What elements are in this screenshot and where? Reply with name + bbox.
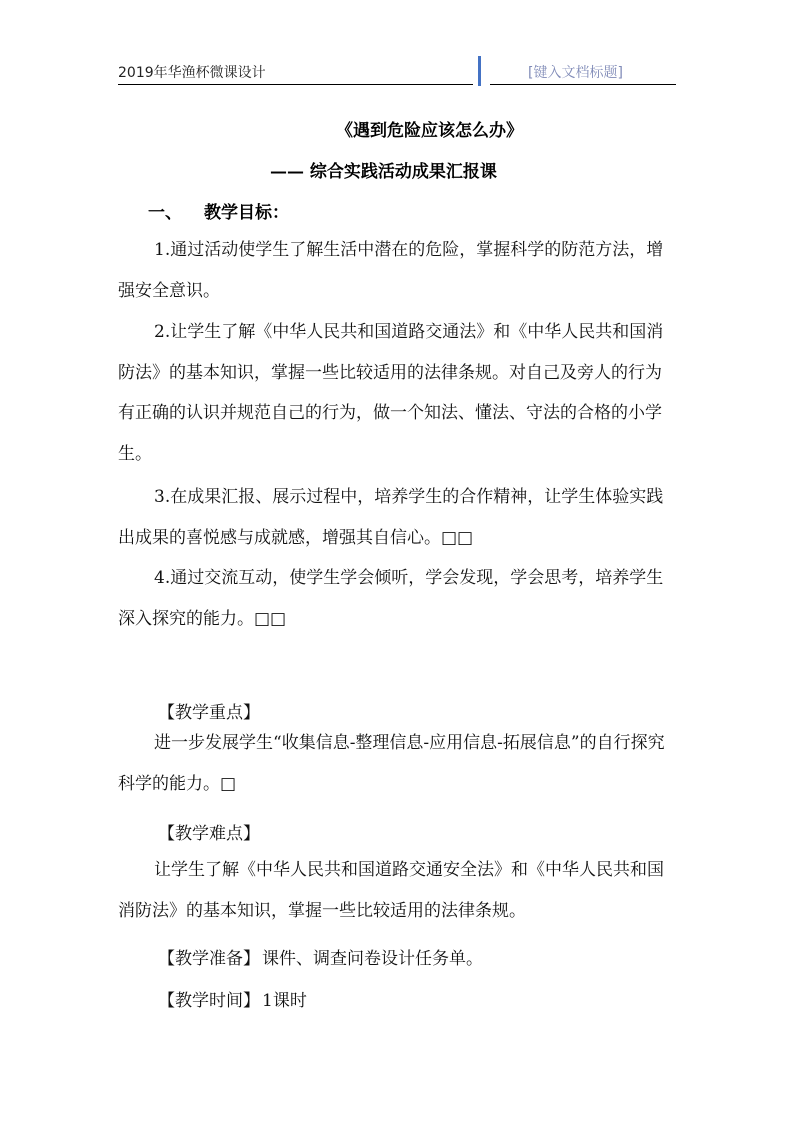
difficulty-label: 【教学难点】 bbox=[158, 824, 260, 844]
preparation-text: 课件、调查问卷设计任务单。 bbox=[262, 949, 483, 969]
key-point-paragraph: 进一步发展学生“收集信息-整理信息-应用信息-拓展信息”的自行探究科学的能力。□ bbox=[118, 733, 665, 794]
document-subtitle: —— 综合实践活动成果汇报课 bbox=[270, 162, 497, 182]
time-text: 1课时 bbox=[262, 991, 307, 1011]
header-rule-left bbox=[118, 84, 473, 85]
document-title: 《遇到危险应该怎么办》 bbox=[336, 121, 523, 141]
header-divider-bar bbox=[478, 56, 481, 86]
preparation-line bbox=[158, 944, 483, 969]
objective-paragraph-1: 1.通过活动使学生了解生活中潜在的危险，掌握科学的防范方法，增强安全意识。 bbox=[118, 240, 664, 301]
key-point-label: 【教学重点】 bbox=[158, 703, 260, 723]
section-title: 教学目标： bbox=[204, 203, 289, 223]
objective-paragraph-4: 4.通过交流互动，使学生学会倾听，学会发现，学会思考，培养学生深入探究的能力。□□ bbox=[118, 568, 664, 629]
section-heading-objectives bbox=[148, 198, 289, 223]
header-rule-right bbox=[490, 84, 676, 85]
objective-paragraph-3: 3.在成果汇报、展示过程中，培养学生的合作精神，让学生体验实践出成果的喜悦感与成就感，增强其自信心。□□ bbox=[118, 487, 664, 548]
section-number: 一、 bbox=[148, 203, 182, 223]
time-line bbox=[158, 986, 307, 1011]
difficulty-paragraph: 让学生了解《中华人民共和国道路交通安全法》和《中华人民共和国消防法》的基本知识，掌握一些比较适用的法律条规。 bbox=[118, 860, 664, 921]
header-title-placeholder[interactable]: [键入文档标题] bbox=[528, 65, 623, 81]
objective-paragraph-2: 2.让学生了解《中华人民共和国道路交通法》和《中华人民共和国消防法》的基本知识，掌握一些比较适用的法律条规。对自己及旁人的行为有正确的认识并规范自己的行为，做一个知法、懂法、守法的合格的小学生。 bbox=[118, 322, 664, 464]
time-label: 【教学时间】 bbox=[158, 991, 260, 1011]
header-left-text: 2019年华渔杯微课设计 bbox=[118, 65, 266, 81]
preparation-label: 【教学准备】 bbox=[158, 949, 260, 969]
